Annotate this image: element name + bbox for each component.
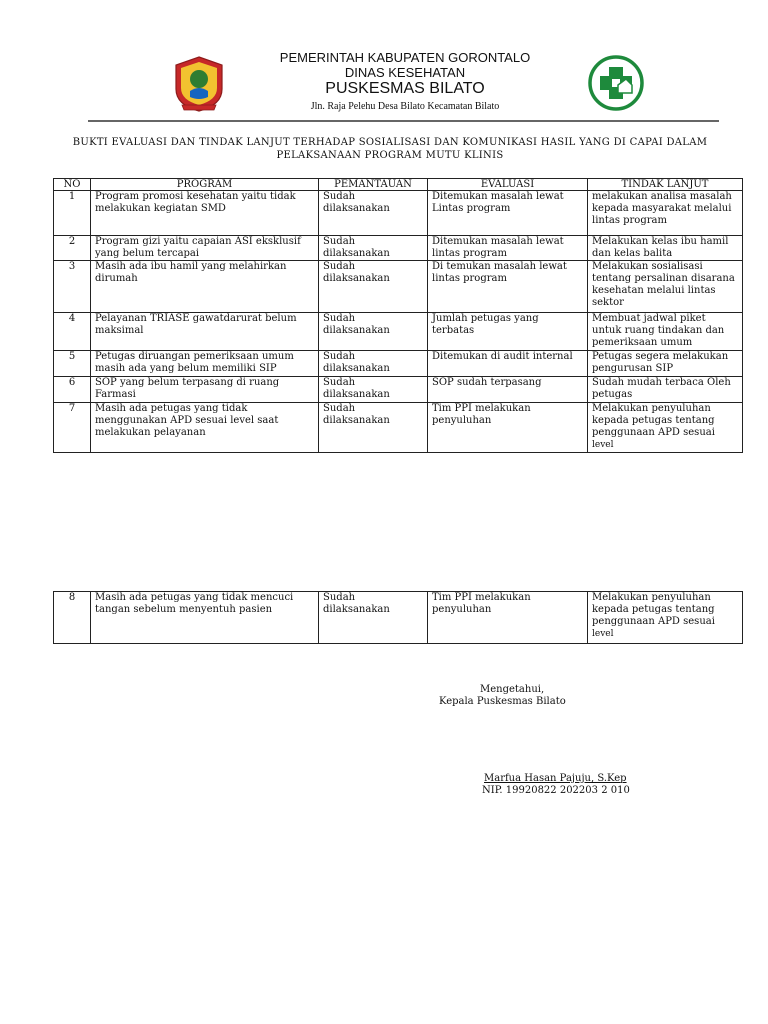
cell-program: Masih ada petugas yang tidak menggunakan APD sesuai level saat melakukan pelayanan xyxy=(91,403,319,453)
letterhead-agency: DINAS KESEHATAN xyxy=(344,65,466,80)
table-header-row xyxy=(54,179,743,191)
header-no: NO xyxy=(54,179,91,191)
cell-tindak-lanjut: Melakukan kelas ibu hamil dan kelas balita xyxy=(588,236,743,261)
cell-evaluasi: Jumlah petugas yang terbatas xyxy=(428,313,588,351)
cell-pemantauan: Sudah dilaksanakan xyxy=(319,377,428,403)
cell-pemantauan: Sudah dilaksanakan xyxy=(319,351,428,377)
cell-tindak-lanjut-level: level xyxy=(592,440,614,450)
signature-mengetahui: Mengetahui, xyxy=(480,684,545,695)
cell-pemantauan: Sudah dilaksanakan xyxy=(319,191,428,236)
letterhead xyxy=(230,50,580,114)
table-row xyxy=(54,261,743,313)
cell-no: 4 xyxy=(54,313,91,351)
header-program: PROGRAM xyxy=(91,179,319,191)
cell-no: 3 xyxy=(54,261,91,313)
evaluation-table-continued xyxy=(53,591,743,644)
signatory-nip: NIP. 19920822 202203 2 010 xyxy=(482,785,630,796)
table-row xyxy=(54,592,743,644)
cell-pemantauan: Sudah dilaksanakan xyxy=(319,236,428,261)
table-row xyxy=(54,236,743,261)
cell-evaluasi: SOP sudah terpasang xyxy=(428,377,588,403)
cell-program: Masih ada petugas yang tidak mencuci tangan sebelum menyentuh pasien xyxy=(91,592,319,644)
cell-pemantauan: Sudah dilaksanakan xyxy=(319,261,428,313)
cell-no: 5 xyxy=(54,351,91,377)
cell-no: 7 xyxy=(54,403,91,453)
document-title xyxy=(60,136,720,162)
cell-evaluasi: Ditemukan masalah lewat Lintas program xyxy=(428,191,588,236)
cell-no: 6 xyxy=(54,377,91,403)
cell-pemantauan: Sudah dilaksanakan xyxy=(319,592,428,644)
table-row xyxy=(54,191,743,236)
cell-no: 1 xyxy=(54,191,91,236)
cell-tindak-lanjut: Melakukan sosialisasi tentang persalinan disarana kesehatan melalui lintas sektor xyxy=(588,261,743,313)
cell-no: 2 xyxy=(54,236,91,261)
letterhead-address: Jln. Raja Pelehu Desa Bilato Kecamatan Bilato xyxy=(310,101,500,112)
cell-evaluasi: Tim PPI melakukan penyuluhan xyxy=(428,592,588,644)
cell-program: Petugas diruangan pemeriksaan umum masih ada yang belum memiliki SIP xyxy=(91,351,319,377)
cell-tindak-lanjut: Petugas segera melakukan pengurusan SIP xyxy=(588,351,743,377)
cell-tindak-lanjut-text: Melakukan penyuluhan kepada petugas tentang penggunaan APD sesuai xyxy=(592,403,715,438)
table-row xyxy=(54,313,743,351)
table-row xyxy=(54,403,743,453)
document-title-line2: PELAKSANAAN PROGRAM MUTU KLINIS xyxy=(276,150,504,161)
document-title-line1: BUKTI EVALUASI DAN TINDAK LANJUT TERHADAP SOSIALISASI DAN KOMUNIKASI HASIL YANG DI CAPAI DALAM xyxy=(72,137,708,148)
letterhead-divider xyxy=(88,120,719,122)
puskesmas-logo-icon xyxy=(588,55,644,111)
signature-position: Kepala Puskesmas Bilato xyxy=(439,696,566,707)
regency-emblem-icon xyxy=(172,55,226,113)
cell-evaluasi: Ditemukan masalah lewat lintas program xyxy=(428,236,588,261)
cell-program: Program gizi yaitu capaian ASI eksklusif yang belum tercapai xyxy=(91,236,319,261)
cell-pemantauan: Sudah dilaksanakan xyxy=(319,313,428,351)
cell-program: Program promosi kesehatan yaitu tidak melakukan kegiatan SMD xyxy=(91,191,319,236)
cell-tindak-lanjut: melakukan analisa masalah kepada masyarakat melalui lintas program xyxy=(588,191,743,236)
header-evaluasi: EVALUASI xyxy=(428,179,588,191)
cell-tindak-lanjut: Membuat jadwal piket untuk ruang tindakan dan pemeriksaan umum xyxy=(588,313,743,351)
cell-pemantauan: Sudah dilaksanakan xyxy=(319,403,428,453)
header-tindak-lanjut: TINDAK LANJUT xyxy=(588,179,743,191)
cell-tindak-lanjut: Sudah mudah terbaca Oleh petugas xyxy=(588,377,743,403)
cell-no: 8 xyxy=(54,592,91,644)
cell-tindak-lanjut xyxy=(588,592,743,644)
cell-program: Masih ada ibu hamil yang melahirkan dirumah xyxy=(91,261,319,313)
table-row xyxy=(54,377,743,403)
table-row xyxy=(54,351,743,377)
evaluation-table xyxy=(53,178,743,453)
cell-evaluasi: Di temukan masalah lewat lintas program xyxy=(428,261,588,313)
cell-evaluasi: Ditemukan di audit internal xyxy=(428,351,588,377)
letterhead-institution: PUSKESMAS BILATO xyxy=(325,80,485,97)
cell-program: SOP yang belum terpasang di ruang Farmasi xyxy=(91,377,319,403)
cell-tindak-lanjut xyxy=(588,403,743,453)
letterhead-government: PEMERINTAH KABUPATEN GORONTALO xyxy=(279,50,531,65)
header-pemantauan: PEMANTAUAN xyxy=(319,179,428,191)
cell-program: Pelayanan TRIASE gawatdarurat belum maksimal xyxy=(91,313,319,351)
cell-tindak-lanjut-text: Melakukan penyuluhan kepada petugas tentang penggunaan APD sesuai xyxy=(592,592,715,627)
cell-tindak-lanjut-level: level xyxy=(592,629,614,639)
signatory-name: Marfua Hasan Pajuju, S.Kep xyxy=(484,773,627,784)
cell-evaluasi: Tim PPI melakukan penyuluhan xyxy=(428,403,588,453)
